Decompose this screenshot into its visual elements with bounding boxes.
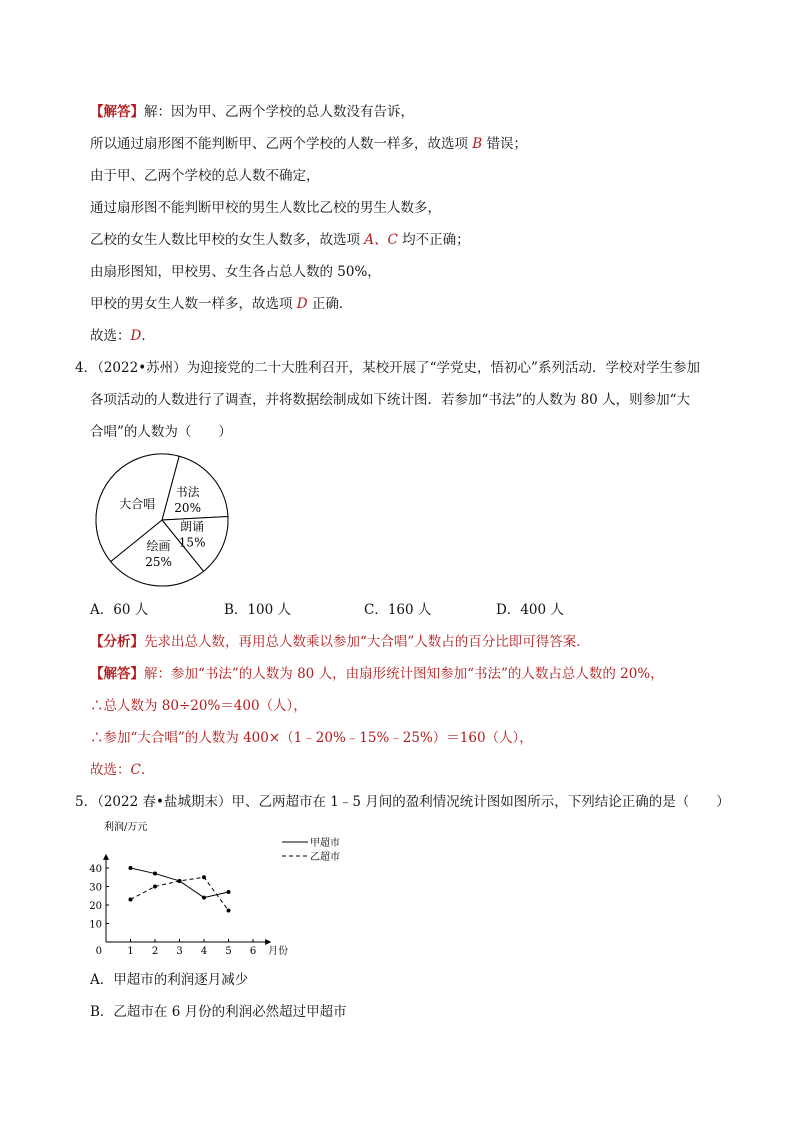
series-2-point bbox=[153, 885, 157, 889]
x-axis-label: 月份 bbox=[268, 946, 289, 957]
answer-text: 故选： bbox=[90, 328, 131, 344]
line-chart bbox=[86, 820, 356, 960]
q5-option-a[interactable]: A．甲超市的利润逐月减少 bbox=[90, 972, 249, 988]
x-tick-label: 2 bbox=[151, 946, 159, 957]
q5-stem-line-1: 5．（2022 春•盐城期末）甲、乙两超市在 1﹣5 月间的盈利情况统计图如图所示，下列结论正确的是（ ） bbox=[75, 794, 730, 810]
series-2-point bbox=[227, 909, 231, 913]
q3-answer-line-5 bbox=[90, 230, 470, 250]
pie-slice-value: 15% bbox=[178, 535, 206, 550]
answer-text: 甲校的男女生人数一样多，故选项 bbox=[90, 296, 297, 312]
q3-answer-line-7 bbox=[90, 294, 352, 314]
series-2-point bbox=[202, 875, 206, 879]
q4-analysis bbox=[90, 632, 590, 652]
series-1-point bbox=[227, 890, 231, 894]
q4-stem-line-3: 合唱”的人数为（ ） bbox=[90, 424, 232, 440]
answer-text: 解：因为甲、乙两个学校的总人数没有告诉， bbox=[144, 104, 414, 120]
x-tick-label: 5 bbox=[225, 946, 232, 957]
q4-stem-line-1: 4．（2022•苏州）为迎接党的二十大胜利召开，某校开展了“学党史，悟初心”系列活动．学校对学生参加 bbox=[75, 360, 700, 376]
answer-tag: 【解答】 bbox=[90, 104, 144, 120]
q3-answer-line-6: 由扇形图知，甲校男、女生各占总人数的 50%， bbox=[90, 264, 381, 280]
q3-answer-line-3: 由于甲、乙两个学校的总人数不确定， bbox=[90, 168, 320, 184]
legend-label-1: 甲超市 bbox=[310, 838, 340, 849]
answer-text: ． bbox=[141, 328, 155, 344]
q4-stem-line-2: 各项活动的人数进行了调查，并将数据绘制成如下统计图．若参加“书法”的人数为 80 人，则参加“大 bbox=[90, 392, 690, 408]
answer-text: 均不正确； bbox=[397, 232, 470, 248]
x-tick-label: 4 bbox=[200, 946, 208, 957]
option-letter: A、C bbox=[364, 232, 398, 248]
pie-slice-label: 大合唱 bbox=[119, 496, 156, 511]
x-tick-label: 3 bbox=[176, 946, 183, 957]
analysis-tag: 【分析】 bbox=[90, 634, 144, 650]
legend-label-2: 乙超市 bbox=[310, 852, 340, 863]
q4-answer-line-1 bbox=[90, 664, 664, 684]
pie-slice-label: 朗诵 bbox=[180, 519, 205, 534]
q5-option-b[interactable]: B．乙超市在 6 月份的利润必然超过甲超市 bbox=[90, 1004, 347, 1020]
q3-answer-line-8 bbox=[90, 326, 155, 346]
q3-answer-line-4: 通过扇形图不能判断甲校的男生人数比乙校的男生人数多， bbox=[90, 200, 441, 216]
q4-options bbox=[90, 600, 610, 620]
answer-text: 所以通过扇形图不能判断甲、乙两个学校的人数一样多，故选项 bbox=[90, 136, 473, 152]
answer-text: ． bbox=[140, 762, 155, 778]
answer-text: 正确． bbox=[307, 296, 353, 312]
q3-answer-line-1 bbox=[90, 102, 414, 122]
y-tick-label: 20 bbox=[89, 901, 102, 912]
series-1-point bbox=[202, 896, 206, 900]
option-a[interactable]: A．60 人 bbox=[90, 602, 149, 618]
x-tick-label: 1 bbox=[127, 946, 134, 957]
pie-slice-label: 绘画 bbox=[146, 538, 171, 553]
answer-text: 错误； bbox=[482, 136, 528, 152]
x-tick-label: 6 bbox=[249, 946, 257, 957]
y-axis-label: 利润/万元 bbox=[104, 822, 148, 833]
series-1-point bbox=[153, 872, 157, 876]
analysis-text: 先求出总人数，再用总人数乘以参加“大合唱”人数占的百分比即可得答案． bbox=[144, 634, 590, 650]
q4-answer-line-3: ∴参加“大合唱”的人数为 400×（1﹣20%﹣15%﹣25%）＝160（人）， bbox=[90, 730, 533, 746]
pie-chart bbox=[88, 450, 238, 590]
option-letter: B bbox=[472, 136, 483, 152]
q3-answer-line-2 bbox=[90, 134, 527, 154]
q4-answer-line-2: ∴总人数为 80÷20%＝400（人）， bbox=[90, 698, 307, 714]
option-letter: D bbox=[296, 296, 308, 312]
option-c[interactable]: C．160 人 bbox=[364, 602, 432, 618]
origin-label: 0 bbox=[95, 946, 102, 957]
answer-text: 故选： bbox=[90, 762, 131, 778]
option-d[interactable]: D．400 人 bbox=[496, 602, 564, 618]
pie-slice-value: 25% bbox=[145, 554, 172, 569]
y-tick-label: 40 bbox=[89, 864, 102, 875]
y-tick-label: 10 bbox=[89, 919, 102, 931]
answer-text: 乙校的女生人数比甲校的女生人数多，故选项 bbox=[90, 232, 365, 248]
option-b[interactable]: B．100 人 bbox=[224, 602, 291, 618]
series-2-point bbox=[178, 879, 182, 883]
q4-answer-line-4 bbox=[90, 760, 154, 780]
y-tick-label: 30 bbox=[89, 882, 102, 894]
answer-letter: C bbox=[130, 762, 141, 778]
answer-tag: 【解答】 bbox=[90, 666, 144, 682]
series-1-point bbox=[129, 866, 133, 870]
pie-slice-label: 书法 bbox=[175, 485, 200, 500]
series-2-point bbox=[129, 897, 133, 901]
pie-slice-value: 20% bbox=[174, 501, 201, 516]
answer-letter: D bbox=[130, 328, 142, 344]
answer-text: 解：参加“书法”的人数为 80 人，由扇形统计图知参加“书法”的人数占总人数的 20%， bbox=[144, 666, 664, 682]
